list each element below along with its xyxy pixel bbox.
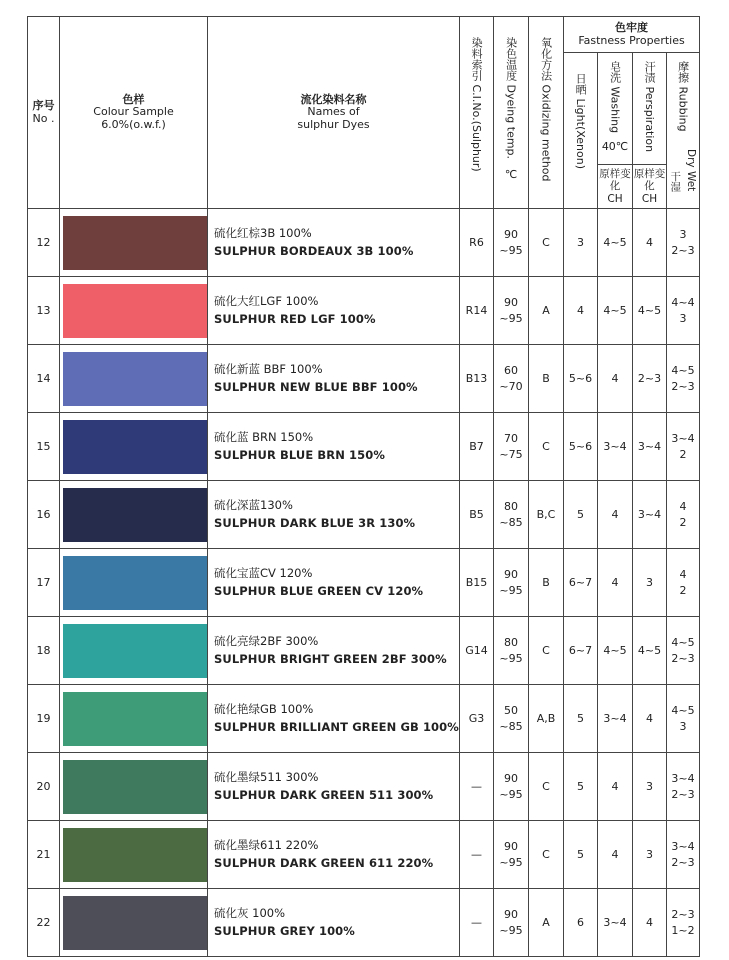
table-row — [28, 685, 700, 753]
colour-sample-cell — [60, 209, 208, 277]
dye-name-en: SULPHUR DARK GREEN 511 300% — [214, 787, 434, 802]
dyeing-temp-cell — [494, 617, 529, 685]
header-washing-temp: 40℃ — [601, 139, 629, 153]
rubbing-wet: 2 — [679, 583, 687, 597]
header-persp-ch-en: CH — [641, 192, 658, 205]
ci-number: R6 — [460, 209, 494, 277]
header-oxid — [529, 17, 564, 209]
row-no: 17 — [28, 549, 60, 617]
table-row — [28, 889, 700, 957]
colour-sample-cell — [60, 345, 208, 413]
colour-swatch — [63, 488, 207, 542]
oxidizing-method: C — [529, 209, 564, 277]
dye-name-cn: 硫化红棕3B 100% — [214, 226, 312, 241]
dyeing-temp-to: ~70 — [499, 379, 523, 393]
header-rubbing-label: 摩擦 Rubbing — [676, 61, 690, 132]
row-no: 19 — [28, 685, 60, 753]
table-body — [28, 209, 700, 957]
header-no — [28, 17, 60, 209]
row-no: 18 — [28, 617, 60, 685]
dyeing-temp-cell — [494, 413, 529, 481]
dye-name-en: SULPHUR RED LGF 100% — [214, 311, 376, 326]
colour-swatch — [63, 420, 207, 474]
header-temp-label: 染色温度 Dyeing temp. — [504, 37, 518, 160]
dye-name-cn: 硫化蓝 BRN 150% — [214, 430, 314, 445]
dye-name-cell — [208, 277, 460, 345]
colour-swatch — [63, 624, 207, 678]
light-fastness: 5~6 — [564, 413, 598, 481]
rubbing-wet: 2~3 — [671, 379, 695, 393]
washing-fastness: 4 — [598, 821, 633, 889]
colour-swatch — [63, 556, 207, 610]
colour-sample-cell — [60, 413, 208, 481]
dye-name-cell — [208, 617, 460, 685]
colour-sample-cell — [60, 617, 208, 685]
colour-swatch — [63, 216, 207, 270]
dye-name-cn: 硫化亮绿2BF 300% — [214, 634, 319, 649]
perspiration-fastness: 3 — [633, 821, 667, 889]
header-persp-label: 汗渍 Perspiration — [643, 61, 657, 153]
rubbing-wet: 2 — [679, 447, 687, 461]
dye-name-cell — [208, 753, 460, 821]
oxidizing-method: B — [529, 345, 564, 413]
rubbing-fastness-cell — [667, 549, 700, 617]
table-row — [28, 277, 700, 345]
dye-name-cn: 硫化艳绿GB 100% — [214, 702, 314, 717]
dyeing-temp-cell — [494, 821, 529, 889]
header-ci-label: 染料索引 C.I.No.(Sulphur) — [470, 37, 484, 172]
header-oxid-label: 氧化方法 Oxidizing method — [539, 37, 553, 182]
rubbing-dry: 3~4 — [671, 839, 695, 853]
row-no: 16 — [28, 481, 60, 549]
header-temp-unit: ℃ — [504, 167, 518, 181]
ci-number: B15 — [460, 549, 494, 617]
dye-name-cn: 硫化墨绿511 300% — [214, 770, 319, 785]
dye-name-en: SULPHUR BRIGHT GREEN 2BF 300% — [214, 651, 447, 666]
header-name-cn: 流化染料名称 — [300, 92, 367, 106]
header-sample — [60, 17, 208, 209]
table-row — [28, 345, 700, 413]
header-temp — [494, 17, 529, 209]
header-fastness-cn: 色牢度 — [615, 20, 648, 34]
header-wash-ch-en: CH — [607, 192, 623, 205]
rubbing-wet: 2~3 — [671, 787, 695, 801]
header-light — [564, 53, 598, 209]
dye-name-cell — [208, 549, 460, 617]
table-row — [28, 413, 700, 481]
dyeing-temp-to: ~95 — [499, 787, 523, 801]
colour-sample-cell — [60, 685, 208, 753]
oxidizing-method: A — [529, 277, 564, 345]
rubbing-dry: 4 — [679, 567, 687, 581]
dyeing-temp-cell — [494, 277, 529, 345]
row-no: 14 — [28, 345, 60, 413]
dyeing-temp-from: 50 — [504, 703, 518, 717]
perspiration-fastness: 3 — [633, 549, 667, 617]
colour-swatch — [63, 896, 207, 950]
dyeing-temp-cell — [494, 753, 529, 821]
dye-name-en: SULPHUR NEW BLUE BBF 100% — [214, 379, 418, 394]
washing-fastness: 4~5 — [598, 617, 633, 685]
dyeing-temp-from: 90 — [504, 771, 518, 785]
dye-name-cell — [208, 889, 460, 957]
rubbing-fastness-cell — [667, 753, 700, 821]
rubbing-fastness-cell — [667, 685, 700, 753]
dyeing-temp-cell — [494, 549, 529, 617]
rubbing-dry: 4 — [679, 499, 687, 513]
dye-name-en: SULPHUR DARK GREEN 611 220% — [214, 855, 434, 870]
dye-name-cell — [208, 345, 460, 413]
dye-name-cn: 硫化深蓝130% — [214, 498, 293, 513]
perspiration-fastness: 4 — [633, 209, 667, 277]
dye-name-en: SULPHUR BORDEAUX 3B 100% — [214, 243, 414, 258]
rubbing-fastness-cell — [667, 277, 700, 345]
dye-name-en: SULPHUR BLUE GREEN CV 120% — [214, 583, 424, 598]
dye-name-cn: 硫化灰 100% — [214, 906, 286, 921]
washing-fastness: 3~4 — [598, 685, 633, 753]
rubbing-wet: 3 — [679, 311, 687, 325]
perspiration-fastness: 3~4 — [633, 481, 667, 549]
dye-name-cn: 硫化宝蓝CV 120% — [214, 566, 313, 581]
colour-sample-cell — [60, 549, 208, 617]
dyeing-temp-cell — [494, 209, 529, 277]
rubbing-dry: 4~5 — [671, 635, 695, 649]
ci-number: B5 — [460, 481, 494, 549]
dye-table — [27, 16, 700, 957]
rubbing-fastness-cell — [667, 617, 700, 685]
colour-sample-cell — [60, 821, 208, 889]
rubbing-fastness-cell — [667, 889, 700, 957]
row-no: 12 — [28, 209, 60, 277]
light-fastness: 4 — [564, 277, 598, 345]
dyeing-temp-from: 90 — [504, 907, 518, 921]
perspiration-fastness: 2~3 — [633, 345, 667, 413]
dyeing-temp-cell — [494, 345, 529, 413]
header-fastness-en: Fastness Properties — [578, 33, 685, 47]
perspiration-fastness: 4~5 — [633, 277, 667, 345]
header-sample-cn: 色样 — [122, 92, 145, 106]
header-persp — [633, 53, 667, 165]
dyeing-temp-from: 90 — [504, 227, 518, 241]
colour-swatch — [63, 760, 207, 814]
rubbing-fastness-cell — [667, 345, 700, 413]
dye-name-en: SULPHUR DARK BLUE 3R 130% — [214, 515, 416, 530]
table-header — [28, 17, 700, 209]
perspiration-fastness: 4 — [633, 889, 667, 957]
row-no: 22 — [28, 889, 60, 957]
washing-fastness: 4 — [598, 753, 633, 821]
oxidizing-method: B,C — [529, 481, 564, 549]
rubbing-wet: 3 — [679, 719, 687, 733]
header-rubbing — [667, 53, 700, 209]
dyeing-temp-to: ~95 — [499, 311, 523, 325]
ci-number: B7 — [460, 413, 494, 481]
dye-name-cn: 硫化新蓝 BBF 100% — [214, 362, 323, 377]
table-row — [28, 821, 700, 889]
dye-name-cell — [208, 685, 460, 753]
dyeing-temp-from: 80 — [504, 499, 518, 513]
header-persp-ch-cn: 原样变化 — [633, 168, 666, 193]
dyeing-temp-to: ~95 — [499, 923, 523, 937]
header-persp-ch — [633, 165, 667, 209]
dye-name-cell — [208, 413, 460, 481]
rubbing-wet: 1~2 — [671, 923, 695, 937]
oxidizing-method: C — [529, 753, 564, 821]
dyeing-temp-cell — [494, 685, 529, 753]
header-rub-sub-cn: 干湿 — [669, 170, 682, 192]
ci-number: — — [460, 821, 494, 889]
ci-number: B13 — [460, 345, 494, 413]
table-row — [28, 481, 700, 549]
header-light-label: 日晒 Light(Xenon) — [574, 73, 588, 170]
rubbing-wet: 2~3 — [671, 243, 695, 257]
oxidizing-method: C — [529, 413, 564, 481]
light-fastness: 5 — [564, 753, 598, 821]
rubbing-wet: 2~3 — [671, 855, 695, 869]
dyeing-temp-from: 80 — [504, 635, 518, 649]
washing-fastness: 3~4 — [598, 889, 633, 957]
table-row — [28, 549, 700, 617]
dyeing-temp-from: 90 — [504, 839, 518, 853]
ci-number: — — [460, 753, 494, 821]
table-row — [28, 209, 700, 277]
dye-name-cn: 硫化墨绿611 220% — [214, 838, 319, 853]
rubbing-fastness-cell — [667, 413, 700, 481]
rubbing-wet: 2 — [679, 515, 687, 529]
header-washing-label: 皂洗 Washing — [608, 61, 622, 134]
light-fastness: 5~6 — [564, 345, 598, 413]
dyeing-temp-to: ~75 — [499, 447, 523, 461]
perspiration-fastness: 4 — [633, 685, 667, 753]
header-no-cn: 序号 — [32, 98, 55, 112]
light-fastness: 6~7 — [564, 617, 598, 685]
row-no: 15 — [28, 413, 60, 481]
header-name — [208, 17, 460, 209]
washing-fastness: 4 — [598, 549, 633, 617]
ci-number: G3 — [460, 685, 494, 753]
dye-name-en: SULPHUR BRILLIANT GREEN GB 100% — [214, 719, 459, 734]
dyeing-temp-cell — [494, 889, 529, 957]
colour-swatch — [63, 352, 207, 406]
light-fastness: 3 — [564, 209, 598, 277]
row-no: 20 — [28, 753, 60, 821]
header-name-en1: Names of — [307, 105, 360, 119]
dyeing-temp-from: 90 — [504, 295, 518, 309]
dye-name-en: SULPHUR BLUE BRN 150% — [214, 447, 385, 462]
washing-fastness: 4~5 — [598, 209, 633, 277]
colour-sample-cell — [60, 481, 208, 549]
rubbing-fastness-cell — [667, 481, 700, 549]
header-ci — [460, 17, 494, 209]
header-wash-ch-cn: 原样变化 — [599, 168, 631, 193]
rubbing-fastness-cell — [667, 209, 700, 277]
header-name-en2: sulphur Dyes — [297, 117, 370, 131]
rubbing-dry: 4~4 — [671, 295, 695, 309]
row-no: 21 — [28, 821, 60, 889]
dyeing-temp-to: ~95 — [499, 855, 523, 869]
colour-swatch — [63, 284, 207, 338]
header-wash-ch — [598, 165, 633, 209]
rubbing-dry: 3 — [679, 227, 687, 241]
header-washing — [598, 53, 633, 165]
perspiration-fastness: 4~5 — [633, 617, 667, 685]
dyeing-temp-to: ~95 — [499, 651, 523, 665]
rubbing-dry: 3~4 — [671, 431, 695, 445]
header-rub-sub-en: Dry Wet — [684, 149, 697, 192]
light-fastness: 5 — [564, 685, 598, 753]
light-fastness: 5 — [564, 481, 598, 549]
dyeing-temp-from: 70 — [504, 431, 518, 445]
dyeing-temp-to: ~95 — [499, 243, 523, 257]
rubbing-fastness-cell — [667, 821, 700, 889]
dye-name-cell — [208, 481, 460, 549]
washing-fastness: 3~4 — [598, 413, 633, 481]
washing-fastness: 4~5 — [598, 277, 633, 345]
rubbing-dry: 2~3 — [671, 907, 695, 921]
dyeing-temp-from: 90 — [504, 567, 518, 581]
colour-sample-cell — [60, 277, 208, 345]
perspiration-fastness: 3 — [633, 753, 667, 821]
light-fastness: 6 — [564, 889, 598, 957]
rubbing-dry: 4~5 — [671, 703, 695, 717]
dye-name-en: SULPHUR GREY 100% — [214, 923, 355, 938]
rubbing-dry: 4~5 — [671, 363, 695, 377]
header-fastness — [564, 17, 700, 53]
colour-swatch — [63, 828, 207, 882]
rubbing-wet: 2~3 — [671, 651, 695, 665]
dyeing-temp-to: ~85 — [499, 719, 523, 733]
oxidizing-method: B — [529, 549, 564, 617]
washing-fastness: 4 — [598, 345, 633, 413]
row-no: 13 — [28, 277, 60, 345]
colour-sample-cell — [60, 889, 208, 957]
header-no-en: No . — [32, 111, 55, 125]
dyeing-temp-cell — [494, 481, 529, 549]
table-row — [28, 617, 700, 685]
dyeing-temp-from: 60 — [504, 363, 518, 377]
rubbing-dry: 3~4 — [671, 771, 695, 785]
light-fastness: 5 — [564, 821, 598, 889]
perspiration-fastness: 3~4 — [633, 413, 667, 481]
light-fastness: 6~7 — [564, 549, 598, 617]
dyeing-temp-to: ~85 — [499, 515, 523, 529]
ci-number: G14 — [460, 617, 494, 685]
dye-name-cell — [208, 209, 460, 277]
oxidizing-method: A,B — [529, 685, 564, 753]
ci-number: — — [460, 889, 494, 957]
oxidizing-method: A — [529, 889, 564, 957]
oxidizing-method: C — [529, 821, 564, 889]
colour-sample-cell — [60, 753, 208, 821]
dyeing-temp-to: ~95 — [499, 583, 523, 597]
oxidizing-method: C — [529, 617, 564, 685]
washing-fastness: 4 — [598, 481, 633, 549]
header-sample-en2: 6.0%(o.w.f.) — [101, 117, 166, 131]
table-row — [28, 753, 700, 821]
header-sample-en1: Colour Sample — [93, 105, 174, 119]
ci-number: R14 — [460, 277, 494, 345]
dye-name-cn: 硫化大红LGF 100% — [214, 294, 319, 309]
dye-name-cell — [208, 821, 460, 889]
colour-swatch — [63, 692, 207, 746]
